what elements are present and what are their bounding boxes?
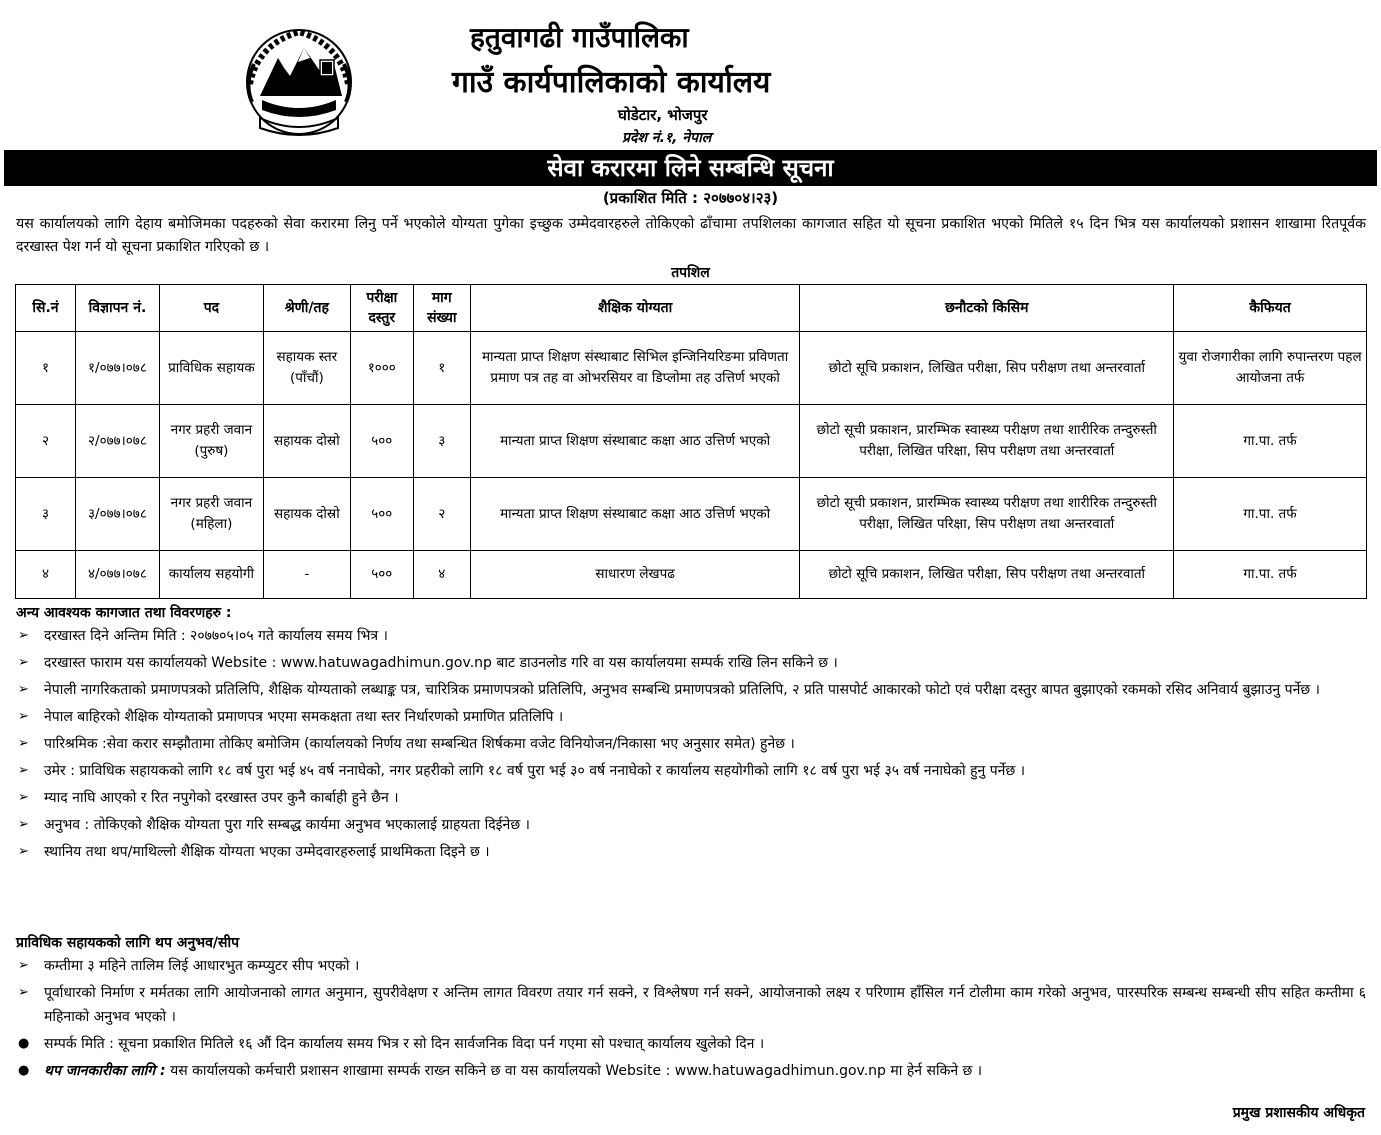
dot-bullet-icon: ●: [18, 1063, 30, 1078]
vacancy-table: [15, 284, 1367, 599]
more-info-label: थप जानकारीका लागि :: [44, 1063, 166, 1079]
municipality-name: हतुवागढी गाउँपालिका: [470, 21, 689, 54]
nepal-emblem-icon: [238, 24, 360, 142]
office-name: गाउँ कार्यपालिकाको कार्यालय: [452, 65, 771, 100]
cell-sn: १: [16, 332, 76, 405]
list-item: [16, 624, 1366, 648]
cell-post: प्राविधिक सहायक: [159, 332, 263, 405]
table-row: [16, 551, 1367, 599]
cell-count: ४: [413, 551, 470, 599]
header-post: पद: [159, 285, 263, 332]
list-item-text: पूर्वाधारको निर्माण र मर्मतका लागि आयोजनाको लागत अनुमान, सुपरीवेक्षण र अन्तिम लागत विवरण तयार गर्न सक्ने, र विश्लेषण गर्न सक्ने, आयोजनाको लक्ष्य र परिणाम हाँसिल गर्न टोलीमा काम गरेको अनुभव, पारस्परिक सम्बन्ध सम्बन्धी सीप सहित कम्तीमा ६ महिनाको अनुभव भएको ।: [44, 985, 1366, 1025]
list-item: [16, 759, 1366, 783]
cell-post: नगर प्रहरी जवान (महिला): [159, 478, 263, 551]
cell-qualification: मान्यता प्राप्त शिक्षण संस्थाबाट कक्षा आठ उत्तिर्ण भएको: [470, 405, 800, 478]
cell-qualification: मान्यता प्राप्त शिक्षण संस्थाबाट कक्षा आठ उत्तिर्ण भएको: [470, 478, 800, 551]
address-line-2: प्रदेश नं.१, नेपाल: [622, 130, 712, 146]
cell-sn: ४: [16, 551, 76, 599]
cell-remarks: गा.पा. तर्फ: [1174, 405, 1367, 478]
list-item: [16, 1032, 1366, 1056]
header-remarks: कैफियत: [1174, 285, 1367, 332]
cell-count: ३: [413, 405, 470, 478]
cell-post: नगर प्रहरी जवान (पुरुष): [159, 405, 263, 478]
table-row: [16, 405, 1367, 478]
intro-paragraph: यस कार्यालयको लागि देहाय बमोजिमका पदहरुको सेवा करारमा लिनु पर्ने भएकोले योग्यता पुगेका इच्छुक उम्मेदवारहरुले तोकिएको ढाँचामा तपशिलका कागजात सहित यो सूचना प्रकाशित भएको मितिले १५ दिन भित्र यस कार्यालयको प्रशासन शाखामा रितपूर्वक दरखास्त पेश गर्न यो सूचना प्रकाशित गरिएको छ ।: [16, 216, 1366, 255]
cell-remarks: गा.पा. तर्फ: [1174, 551, 1367, 599]
list-item-text: नेपाल बाहिरको शैक्षिक योग्यताको प्रमाणपत्र भएमा समकक्षता तथा स्तर निर्धारणको प्रमाणित प्रतिलिपि ।: [44, 709, 564, 725]
cell-sn: २: [16, 405, 76, 478]
more-info-text: यस कार्यालयको कर्मचारी प्रशासन शाखामा सम्पर्क राख्न सकिने छ वा यस कार्यालयको Website : www.hatuwagadhimun.gov.np मा हेर्न सकिने छ ।: [170, 1063, 983, 1079]
arrow-bullet-icon: ➢: [18, 628, 29, 643]
cell-fee: ५००: [350, 405, 413, 478]
list-item-text: स्थानिय तथा थप/माथिल्लो शैक्षिक योग्यता भएका उम्मेदवारहरुलाई प्राथमिकता दिइने छ ।: [44, 844, 490, 860]
signature-title: प्रमुख प्रशासकीय अधिकृत: [1232, 1105, 1365, 1121]
list-item: [16, 651, 1366, 675]
cell-selection: छोटो सूचि प्रकाशन, लिखित परीक्षा, सिप परीक्षण तथा अन्तरवार्ता: [800, 551, 1174, 599]
list-item-text: कम्तीमा ३ महिने तालिम लिई आधारभुत कम्प्युटर सीप भएको ।: [44, 958, 360, 974]
dot-bullet-icon: ●: [18, 1036, 30, 1051]
list-item: [16, 1059, 1366, 1083]
technical-title: प्राविधिक सहायकको लागि थप अनुभव/सीप: [16, 935, 240, 951]
arrow-bullet-icon: ➢: [18, 985, 29, 1000]
notice-banner: सेवा करारमा लिने सम्बन्धि सूचना: [4, 150, 1377, 186]
arrow-bullet-icon: ➢: [18, 655, 29, 670]
list-item: [16, 678, 1366, 702]
list-item-text: दरखास्त फाराम यस कार्यालयको Website : www.hatuwagadhimun.gov.np बाट डाउनलोड गरि वा यस कार्यालयमा सम्पर्क राखि लिन सकिने छ ।: [44, 655, 838, 671]
list-item: [16, 786, 1366, 810]
arrow-bullet-icon: ➢: [18, 736, 29, 751]
address-line-1: घोडेटार, भोजपुर: [618, 106, 708, 124]
list-item-text: पारिश्रमिक :सेवा करार सम्झौतामा तोकिए बमोजिम (कार्यालयको निर्णय तथा सम्बन्धित शिर्षकमा वजेट विनियोजन/निकासा भए अनुसार समेत) हुनेछ ।: [44, 736, 795, 752]
arrow-bullet-icon: ➢: [18, 682, 29, 697]
published-date: (प्रकाशित मिति : २०७७०४।२३): [602, 189, 779, 207]
cell-ad-no: ३/०७७।०७८: [75, 478, 159, 551]
cell-level: सहायक दोस्रो: [263, 478, 350, 551]
table-caption: तपशिल: [671, 265, 710, 281]
list-item: [16, 813, 1366, 837]
letterhead: [0, 0, 1381, 150]
header-selection: छनौटको किसिम: [800, 285, 1174, 332]
arrow-bullet-icon: ➢: [18, 709, 29, 724]
list-item-text: म्याद नाघि आएको र रित नपुगेको दरखास्त उपर कुनै कार्बाही हुने छैन ।: [44, 790, 399, 806]
cell-remarks: युवा रोजगारीका लागि रुपान्तरण पहल आयोजना तर्फ: [1174, 332, 1367, 405]
cell-post: कार्यालय सहयोगी: [159, 551, 263, 599]
requirements-section: [16, 602, 1366, 867]
cell-level: सहायक दोस्रो: [263, 405, 350, 478]
arrow-bullet-icon: ➢: [18, 958, 29, 973]
list-item: [16, 732, 1366, 756]
list-item-text: उमेर : प्राविधिक सहायकको लागि १८ वर्ष पुरा भई ४५ वर्ष ननाघेको, नगर प्रहरीको लागि १८ वर्ष पुरा भई ३० वर्ष ननाघेको र कार्यालय सहयोगीको लागि १८ वर्ष पुरा भई ३५ वर्ष ननाघेको हुनु पर्नेछ ।: [44, 763, 1026, 779]
cell-selection: छोटो सूचि प्रकाशन, लिखित परीक्षा, सिप परीक्षण तथा अन्तरवार्ता: [800, 332, 1174, 405]
cell-ad-no: ४/०७७।०७८: [75, 551, 159, 599]
list-item: [16, 840, 1366, 864]
header-sn: सि.नं: [16, 285, 76, 332]
arrow-bullet-icon: ➢: [18, 763, 29, 778]
cell-qualification: साधारण लेखपढ: [470, 551, 800, 599]
list-item-text: दरखास्त दिने अन्तिम मिति : २०७७०५।०५ गते कार्यालय समय भित्र ।: [44, 628, 388, 644]
requirements-list: [16, 624, 1366, 864]
technical-list: [16, 954, 1366, 1083]
cell-level: -: [263, 551, 350, 599]
list-item-text: नेपाली नागरिकताको प्रमाणपत्रको प्रतिलिपि, शैक्षिक योग्यताको लब्धाङ्क पत्र, चारित्रिक प्रमाणपत्रको प्रतिलिपि, अनुभव सम्बन्धि प्रमाणपत्रको प्रतिलिपि, २ प्रति पासपोर्ट आकारको फोटो एवं परीक्षा दस्तुर बापत बुझाएको रकमको रसिद अनिवार्य बुझाउनु पर्नेछ ।: [44, 682, 1320, 698]
cell-fee: ५००: [350, 551, 413, 599]
list-item-text: अनुभव : तोकिएको शैक्षिक योग्यता पुरा गरि सम्बद्ध कार्यमा अनुभव भएकालाई ग्राहयता दिईनेछ ।: [44, 817, 530, 833]
header-qualification: शैक्षिक योग्यता: [470, 285, 800, 332]
list-item: [16, 954, 1366, 978]
header-ad-no: विज्ञापन नं.: [75, 285, 159, 332]
header-level: श्रेणी/तह: [263, 285, 350, 332]
requirements-title: अन्य आवश्यक कागजात तथा विवरणहरु :: [16, 605, 232, 621]
arrow-bullet-icon: ➢: [18, 817, 29, 832]
list-item: [16, 981, 1366, 1029]
list-item: [16, 705, 1366, 729]
cell-ad-no: २/०७७।०७८: [75, 405, 159, 478]
cell-qualification: मान्यता प्राप्त शिक्षण संस्थाबाट सिभिल इन्जिनियरिङमा प्रविणता प्रमाण पत्र तह वा ओभरसियर वा डिप्लोमा तह उत्तिर्ण भएको: [470, 332, 800, 405]
table-row: [16, 332, 1367, 405]
arrow-bullet-icon: ➢: [18, 790, 29, 805]
table-row: [16, 478, 1367, 551]
cell-ad-no: १/०७७।०७८: [75, 332, 159, 405]
cell-count: २: [413, 478, 470, 551]
cell-selection: छोटो सूची प्रकाशन, प्रारम्भिक स्वास्थ्य परीक्षण तथा शारीरिक तन्दुरुस्ती परीक्षा, लिखित परिक्षा, सिप परीक्षण तथा अन्तरवार्ता: [800, 405, 1174, 478]
technical-section: [16, 932, 1366, 1086]
contact-date-text: सम्पर्क मिति : सूचना प्रकाशित मितिले १६ औं दिन कार्यालय समय भित्र र सो दिन सार्वजनिक विदा पर्न गएमा सो पश्चात् कार्यालय खुलेको दिन ।: [44, 1036, 765, 1052]
cell-level: सहायक स्तर (पाँचौं): [263, 332, 350, 405]
table-header-row: [16, 285, 1367, 332]
header-count: माग संख्या: [413, 285, 470, 332]
header-fee: परीक्षा दस्तुर: [350, 285, 413, 332]
arrow-bullet-icon: ➢: [18, 844, 29, 859]
cell-remarks: गा.पा. तर्फ: [1174, 478, 1367, 551]
cell-sn: ३: [16, 478, 76, 551]
cell-fee: १०००: [350, 332, 413, 405]
cell-selection: छोटो सूची प्रकाशन, प्रारम्भिक स्वास्थ्य परीक्षण तथा शारीरिक तन्दुरुस्ती परीक्षा, लिखित परिक्षा, सिप परीक्षण तथा अन्तरवार्ता: [800, 478, 1174, 551]
cell-fee: ५००: [350, 478, 413, 551]
cell-count: १: [413, 332, 470, 405]
